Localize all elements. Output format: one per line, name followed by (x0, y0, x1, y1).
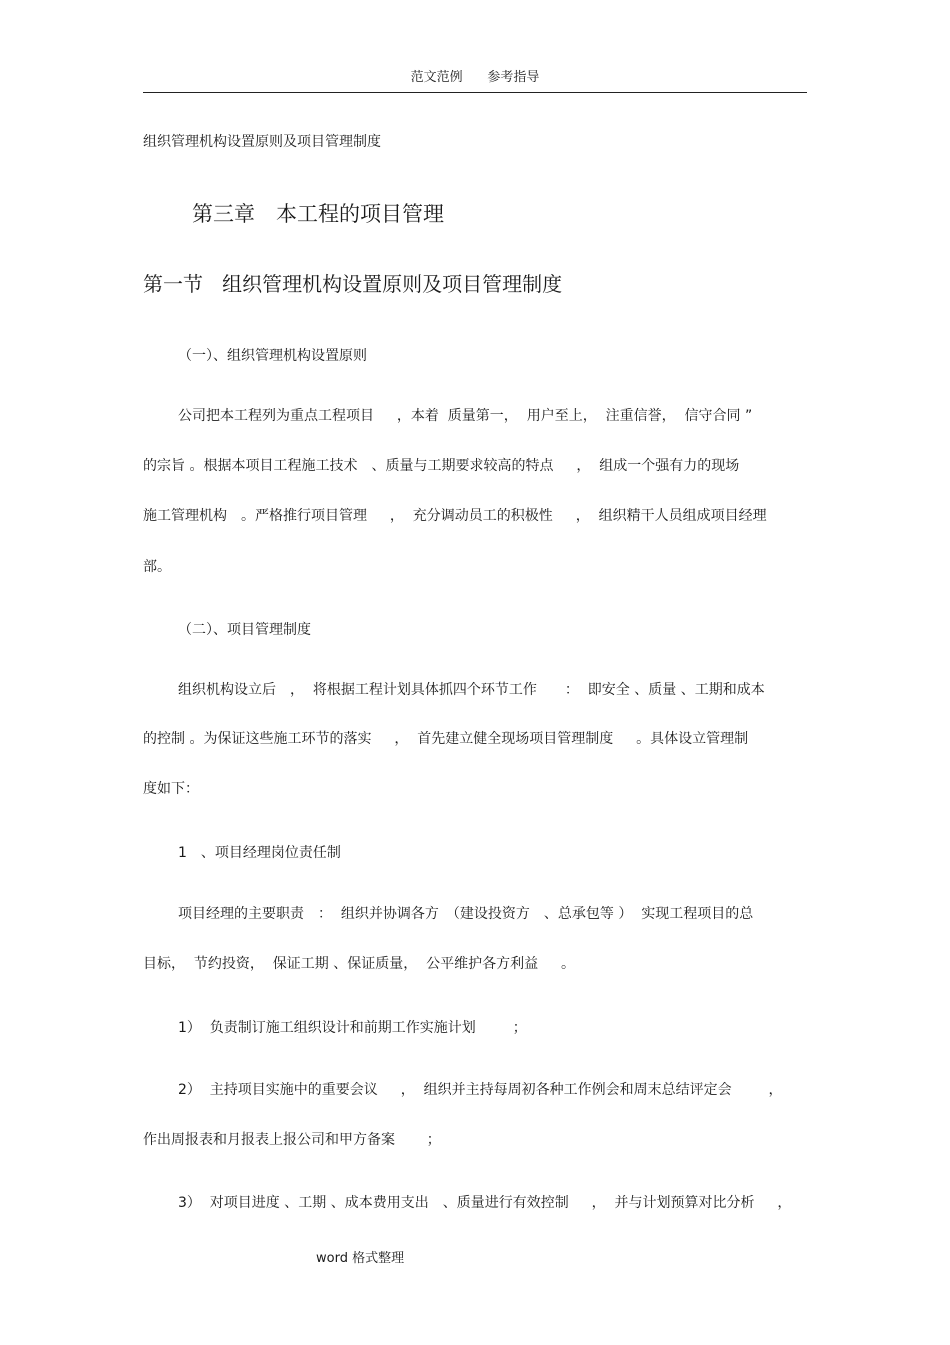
header-left-text: 范文范例 (410, 70, 463, 85)
page-header (143, 68, 807, 93)
paragraph-1-line-2: 的宗旨 。根据本项目工程施工技术 、质量与工期要求较高的特点 ， 组成一个强有力的现场 (143, 458, 740, 474)
paragraph-2-line-3: 度如下： (143, 781, 199, 797)
duty-2-line-2: 作出周报表和月报表上报公司和甲方备案 ； (143, 1132, 441, 1148)
chapter-title: 第三章 本工程的项目管理 (192, 202, 444, 226)
paragraph-3-line-1: 项目经理的主要职责 ： 组织并协调各方 （建设投资方 、总承包等 ） 实现工程项目的总 (178, 906, 754, 922)
duty-2-line-1: 2） 主持项目实施中的重要会议 ， 组织并主持每周初各种工作例会和周末总结评定会 ， (178, 1082, 783, 1098)
paragraph-1-line-3: 施工管理机构 。严格推行项目管理 ， 充分调动员工的积极性 ， 组织精干人员组成项目经理 (143, 508, 767, 524)
section-title: 第一节 组织管理机构设置原则及项目管理制度 (143, 272, 563, 296)
paragraph-2-line-1: 组织机构设立后 ， 将根据工程计划具体抓四个环节工作 ： 即安全 、质量 、工期和成本 (178, 682, 765, 698)
duty-1: 1） 负责制订施工组织设计和前期工作实施计划 ； (178, 1020, 527, 1036)
duty-3: 3） 对项目进度 、工期 、成本费用支出 、质量进行有效控制 ， 并与计划预算对比分析 ， (178, 1195, 792, 1211)
subsection-title-1: （一）、组织管理机构设置原则 (178, 348, 367, 364)
page-footer: word 格式整理 (316, 1251, 405, 1266)
paragraph-1-line-1: 公司把本工程列为重点工程项目 ，本着 质量第一， 用户至上， 注重信誉， 信守合同 ” (178, 408, 753, 424)
subsection-title-2: （二）、项目管理制度 (178, 622, 311, 638)
document-title: 组织管理机构设置原则及项目管理制度 (143, 134, 381, 150)
paragraph-1-line-4: 部。 (143, 559, 171, 575)
item-1-title: 1 、项目经理岗位责任制 (178, 845, 341, 861)
paragraph-2-line-2: 的控制 。为保证这些施工环节的落实 ， 首先建立健全现场项目管理制度 。具体设立管理制 (143, 731, 749, 747)
header-right-text: 参考指导 (487, 70, 540, 85)
paragraph-3-line-2: 目标， 节约投资， 保证工期 、保证质量， 公平维护各方利益 。 (143, 956, 576, 972)
